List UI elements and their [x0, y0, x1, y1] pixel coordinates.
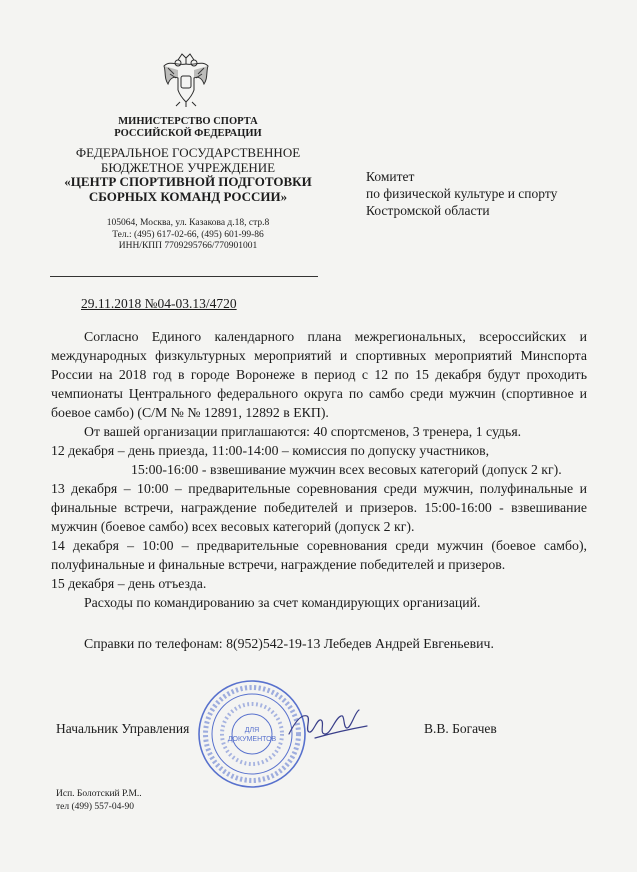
stamp-text: ДЛЯ: [244, 727, 260, 734]
address-line: ИНН/КПП 7709295766/770901001: [118, 241, 258, 251]
org-line: ФЕДЕРАЛЬНОЕ ГОСУДАРСТВЕННОЕ: [75, 145, 301, 160]
recipient-line: Костромской области: [366, 203, 490, 218]
executor-line: тел (499) 557-04-90: [56, 802, 135, 812]
paragraph: 12 декабря – день приезда, 11:00-14:00 – комиссия по допуску участников,: [51, 443, 490, 458]
org-name-line: «ЦЕНТР СПОРТИВНОЙ ПОДГОТОВКИ: [64, 174, 312, 189]
paragraph: Расходы по командированию за счет командирующих организаций.: [84, 595, 481, 610]
executor-line: Исп. Болотский Р.М..: [56, 789, 142, 799]
paragraph: От вашей организации приглашаются: 40 спортсменов, 3 тренера, 1 судья.: [84, 424, 522, 439]
paragraph: Согласно Единого календарного плана межрегиональных, всероссийских и международных физкультурных мероприятий и спортивных мероприятий Минспорта России на 2018 год в городе Воронеже в период с 12 по 15 декабря будут проходить чемпионаты Центрального федерального округа по самбо среди мужчин (спортивное и боевое самбо) (С/М № № 12891, 12892 в ЕКП).: [51, 329, 587, 420]
paragraph: 13 декабря – 10:00 – предварительные соревнования среди мужчин, полуфинальные и финальные встречи, награждение победителей и призеров. 15:00-16:00 - взвешивание мужчин (боевое самбо) всех весовых категорий (допуск 2 кг).: [51, 481, 587, 534]
paragraph: 15 декабря – день отъезда.: [51, 576, 207, 591]
paragraph: 15:00-16:00 - взвешивание мужчин всех весовых категорий (допуск 2 кг).: [131, 462, 562, 477]
ministry-line: МИНИСТЕРСТВО СПОРТА: [118, 116, 258, 127]
russian-coat-of-arms-icon: [160, 50, 212, 108]
organization-name: [50, 146, 326, 204]
recipient-line: Комитет: [366, 169, 415, 184]
letter-body: [51, 327, 587, 612]
contact-info: Справки по телефонам: 8(952)542-19-13 Лебедев Андрей Евгеньевич.: [84, 636, 494, 651]
ministry-name: [60, 116, 316, 140]
org-line: БЮДЖЕТНОЕ УЧРЕЖДЕНИЕ: [100, 159, 276, 175]
address-line: Тел.: (495) 617-02-66, (495) 601-99-86: [112, 229, 264, 240]
recipient-line: по физической культуре и спорту: [366, 186, 558, 201]
ministry-line: РОССИЙСКОЙ ФЕДЕРАЦИИ: [114, 128, 262, 139]
signature-icon: [285, 704, 370, 746]
stamp-text: ДОКУМЕНТОВ: [227, 736, 277, 743]
paragraph: 14 декабря – 10:00 – предварительные соревнования среди мужчин (боевое самбо), полуфинальные и финальные встречи, награждение победителей и призеров.: [51, 538, 587, 572]
address-line: 105064, Москва, ул. Казакова д.18, стр.8: [106, 218, 270, 228]
document-number: 29.11.2018 №04-03.13/4720: [81, 296, 237, 311]
executor-info: [56, 788, 142, 814]
signer-name: В.В. Богачев: [424, 721, 497, 736]
header-divider: [50, 276, 318, 277]
org-name-line: СБОРНЫХ КОМАНД РОССИИ»: [88, 188, 288, 204]
signer-position: Начальник Управления: [56, 721, 190, 736]
recipient-block: [366, 168, 626, 219]
organization-address: [50, 218, 326, 253]
